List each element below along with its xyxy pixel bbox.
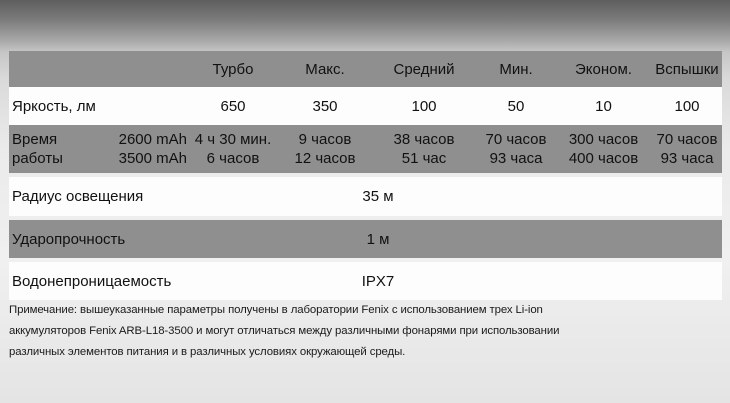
header-min: Мин. [477, 51, 555, 87]
runtime-strobe-cell [652, 125, 722, 173]
header-eco: Эконом. [555, 51, 652, 87]
header-strobe: Вспышки [652, 51, 722, 87]
runtime-3500-value: 6 часов [206, 150, 260, 167]
brightness-value: 100 [652, 87, 722, 125]
water-value: IPX7 [279, 262, 477, 300]
runtime-2600-value: 70 часов [485, 131, 547, 148]
radius-value: 35 м [279, 177, 477, 216]
header-row [9, 51, 722, 87]
runtime-2600-value: 9 часов [298, 131, 352, 148]
brightness-label: Яркость, лм [9, 87, 187, 125]
runtime-3500-value: 93 часа [489, 150, 543, 167]
brightness-row [9, 87, 722, 125]
header-turbo: Турбо [187, 51, 279, 87]
radius-row [9, 177, 722, 216]
header-max: Макс. [279, 51, 371, 87]
runtime-label-line2: работы [12, 150, 63, 167]
runtime-2600-value: 4 ч 30 мин. [194, 131, 272, 148]
footnote-line: аккумуляторов Fenix ARB-L18-3500 и могут отличаться между различными фонарями при использовании [9, 325, 560, 337]
impact-row [9, 220, 722, 258]
header-medium: Средний [371, 51, 477, 87]
runtime-max-cell [279, 125, 371, 173]
runtime-turbo-cell [187, 125, 279, 173]
runtime-3500-value: 12 часов [294, 150, 356, 167]
battery-capacity-cell [97, 125, 187, 173]
brightness-value: 50 [477, 87, 555, 125]
capacity-2600-label: 2600 mAh [118, 131, 187, 148]
radius-label: Радиус освещения [9, 177, 279, 216]
runtime-label-cell [9, 125, 97, 173]
water-row [9, 262, 722, 300]
impact-label: Ударопрочность [9, 220, 279, 258]
impact-value: 1 м [279, 220, 477, 258]
runtime-2600-value: 38 часов [393, 131, 455, 148]
runtime-row [9, 125, 722, 173]
runtime-label-line1: Время [12, 131, 58, 148]
runtime-3500-value: 93 часа [660, 150, 714, 167]
runtime-2600-value: 300 часов [568, 131, 639, 148]
brightness-value: 10 [555, 87, 652, 125]
runtime-eco-cell [555, 125, 652, 173]
footnote [9, 300, 724, 363]
runtime-medium-cell [371, 125, 477, 173]
runtime-3500-value: 51 час [401, 150, 447, 167]
runtime-3500-value: 400 часов [568, 150, 639, 167]
footnote-line: различных элементов питания и в различных условиях окружающей среды. [9, 346, 406, 358]
capacity-3500-label: 3500 mAh [118, 150, 187, 167]
runtime-2600-value: 70 часов [656, 131, 718, 148]
water-label: Водонепроницаемость [9, 262, 279, 300]
brightness-value: 350 [279, 87, 371, 125]
footnote-line: Примечание: вышеуказанные параметры получены в лаборатории Fenix с использованием трех Li-ion [9, 304, 543, 316]
header-empty-cell [9, 51, 187, 87]
spec-table [9, 51, 722, 300]
brightness-value: 650 [187, 87, 279, 125]
runtime-min-cell [477, 125, 555, 173]
brightness-value: 100 [371, 87, 477, 125]
